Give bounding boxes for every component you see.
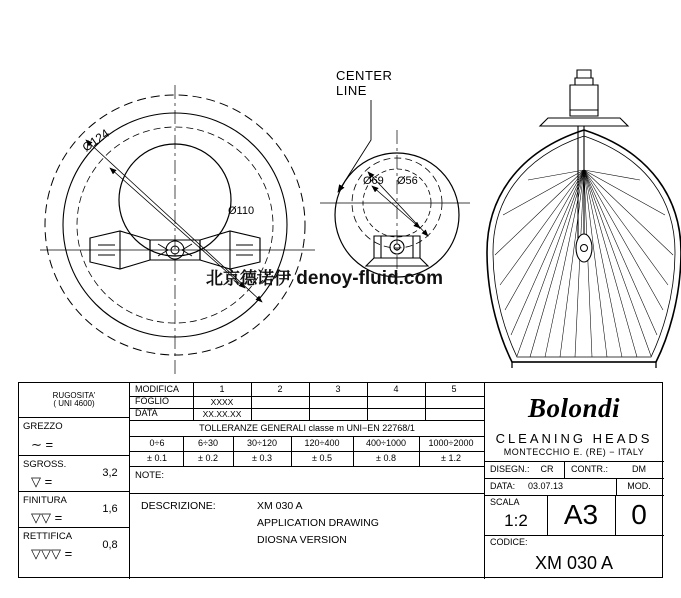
- right-v3: [547, 495, 548, 535]
- right-v1: [564, 461, 565, 478]
- right-v4: [615, 495, 616, 535]
- mod-value: 0: [631, 499, 647, 531]
- rugosita-row-2-value: 1,6: [102, 503, 118, 516]
- brand-logo: [486, 385, 662, 431]
- center-line-label: [336, 69, 392, 99]
- dim-dia124: Ø124: [79, 126, 112, 155]
- watermark-cn: 北京德诺伊: [206, 269, 291, 289]
- revision-col-4: 4: [393, 383, 399, 394]
- center-line-label-line2: LINE: [336, 82, 367, 98]
- note-label: NOTE:: [135, 470, 165, 482]
- modifica-label: MODIFICA: [135, 383, 179, 394]
- scala-value: 1:2: [504, 511, 528, 531]
- tol-h3: [129, 466, 484, 467]
- left-top-view: [40, 85, 315, 375]
- foglio-label: FOGLIO: [135, 396, 170, 407]
- rev-v4: [425, 383, 426, 420]
- brand-tagline: CLEANING HEADS: [495, 431, 653, 446]
- revision-col-5: 5: [451, 383, 457, 394]
- data-value: 03.07.13: [528, 481, 564, 492]
- disegn-label: DISEGN.:: [490, 464, 530, 475]
- descrizione-line2: APPLICATION DRAWING: [257, 517, 379, 530]
- disegn-value: CR: [540, 464, 554, 475]
- rev-v1: [251, 383, 252, 420]
- tolerance-header: TOLLERANZE GENERALI classe m UNI−EN 22768/1: [199, 422, 415, 433]
- contr-label: CONTR.:: [571, 464, 608, 475]
- tolerance-range-3: 120÷400: [304, 438, 340, 449]
- foglio-value: XXXX: [210, 396, 234, 407]
- sep-v2: [484, 383, 485, 579]
- mod-label: MOD.: [627, 481, 651, 492]
- watermark: [206, 264, 443, 290]
- revision-col-2: 2: [277, 383, 283, 394]
- middle-section-view: [320, 100, 470, 285]
- tol-v4: [353, 436, 354, 466]
- rugosita-row-2-symbol: ▽▽ =: [31, 510, 63, 526]
- rugosita-row-3-value: 0,8: [102, 539, 118, 552]
- dim-dia69: Ø69: [363, 175, 384, 187]
- sep-v1: [129, 383, 130, 579]
- rugosita-standard: ( UNI 4600): [53, 399, 95, 408]
- tolerance-value-4: ± 0.8: [376, 453, 396, 464]
- rugosita-row-0-label: GREZZO: [23, 421, 63, 433]
- dim-dia110: Ø110: [228, 205, 255, 217]
- rugosita-row-0-symbol: ∼ =: [31, 437, 54, 453]
- scala-label: SCALA: [490, 496, 520, 507]
- rugosita-row-3-symbol: ▽▽▽ =: [31, 546, 73, 562]
- rugosita-row-2-label: FINITURA: [23, 495, 67, 507]
- rugosita-row-1-symbol: ▽ =: [31, 474, 53, 490]
- tolerance-range-4: 400÷1000: [366, 438, 406, 449]
- right-spray-view: [487, 70, 681, 368]
- rugosita-row-1-value: 3,2: [102, 467, 118, 480]
- revision-col-3: 3: [335, 383, 341, 394]
- tol-v2: [233, 436, 234, 466]
- rugosita-row-3-label: RETTIFICA: [23, 531, 73, 543]
- descrizione-label: DESCRIZIONE:: [141, 500, 216, 513]
- tolerance-value-5: ± 1.2: [441, 453, 461, 464]
- title-block: [18, 382, 663, 578]
- codice-label: CODICE:: [490, 537, 528, 548]
- data-rev-value: XX.XX.XX: [202, 408, 242, 419]
- tolerance-value-0: ± 0.1: [147, 453, 167, 464]
- sep-l1: [19, 417, 129, 418]
- sep-l2: [19, 455, 129, 456]
- tolerance-value-1: ± 0.2: [198, 453, 218, 464]
- tol-v3: [291, 436, 292, 466]
- revision-col-1: 1: [219, 383, 225, 394]
- tolerance-range-0: 0÷6: [149, 438, 165, 449]
- rev-h1: [129, 396, 484, 397]
- tolerance-value-2: ± 0.3: [252, 453, 272, 464]
- rev-h2: [129, 408, 484, 409]
- brand-address: MONTECCHIO E. (RE) − ITALY: [503, 447, 645, 457]
- dim-dia56: Ø56: [397, 175, 418, 187]
- codice-value: XM 030 A: [534, 552, 614, 573]
- tolerance-range-5: 1000÷2000: [428, 438, 474, 449]
- brand-name: Bolondi: [527, 392, 621, 423]
- center-line-label-line1: CENTER: [336, 68, 393, 83]
- data-rev-label: DATA: [135, 408, 158, 419]
- format-value: A3: [563, 499, 599, 531]
- tolerance-range-2: 30÷120: [247, 438, 277, 449]
- note-h1: [129, 493, 484, 494]
- tol-v5: [419, 436, 420, 466]
- right-v2: [616, 478, 617, 495]
- watermark-en: denoy-fluid.com: [296, 268, 444, 289]
- sep-l3: [19, 491, 129, 492]
- sep-l4: [19, 527, 129, 528]
- rev-v3: [367, 383, 368, 420]
- rugosita-title: RUGOSITA': [52, 390, 96, 400]
- rugosita-header: [19, 383, 129, 417]
- descrizione-line1: XM 030 A: [257, 500, 303, 513]
- data-label: DATA:: [490, 481, 516, 492]
- tolerance-range-1: 6÷30: [198, 438, 218, 449]
- rev-v0: [193, 383, 194, 420]
- contr-value: DM: [632, 464, 646, 475]
- tol-v1: [183, 436, 184, 466]
- rev-v2: [309, 383, 310, 420]
- tolerance-value-3: ± 0.5: [312, 453, 332, 464]
- rugosita-row-1-label: SGROSS.: [23, 459, 67, 471]
- descrizione-line3: DIOSNA VERSION: [257, 534, 347, 547]
